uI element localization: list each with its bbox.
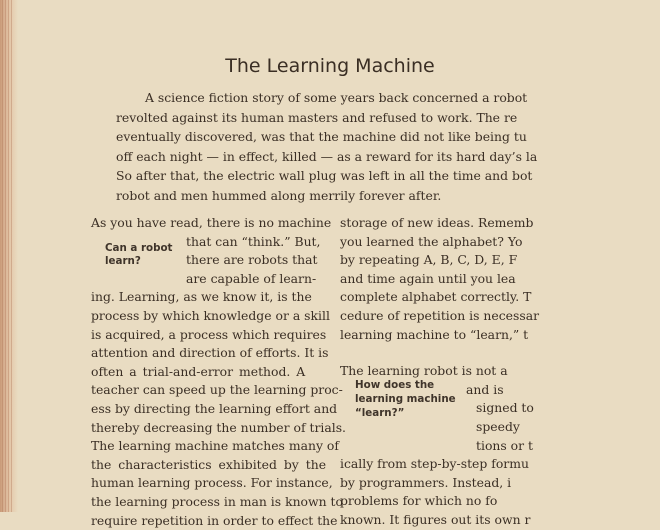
sidehead-can-a-robot-learn — [105, 242, 187, 268]
intro-paragraph — [116, 88, 537, 206]
body-line: known. It figures out its own r — [340, 511, 520, 530]
body-line: problems for which no fo — [340, 492, 520, 511]
body-line: human learning process. For instance, — [91, 474, 321, 493]
body-line: often a trial-and-error method. A — [91, 363, 321, 382]
body-line: by repeating A, B, C, D, E, F — [340, 251, 520, 270]
sidehead-line: How does the — [355, 378, 455, 392]
paragraph-gap — [340, 344, 520, 362]
body-line: you learned the alphabet? Yo — [340, 233, 520, 252]
body-line: teacher can speed up the learning proc- — [91, 381, 321, 400]
sidehead-line: “learn?” — [355, 406, 455, 420]
body-line: the characteristics exhibited by the — [91, 456, 321, 475]
intro-line: off each night — in effect, killed — as a reward for its hard day’s la — [116, 147, 537, 167]
sidehead-how-does-it-learn — [355, 378, 455, 420]
body-line: require repetition in order to effect the — [91, 512, 321, 530]
body-line: cedure of repetition is necessar — [340, 307, 520, 326]
body-line: ess by directing the learning effort and — [91, 400, 321, 419]
sidehead-line: Can a robot — [105, 242, 187, 255]
body-line: tions or t — [340, 437, 520, 456]
intro-line: A science fiction story of some years back concerned a robot — [116, 88, 537, 108]
sidehead-line: learning machine — [355, 392, 455, 406]
body-line: are capable of learn- — [91, 270, 321, 289]
body-line: there are robots that — [91, 251, 321, 270]
body-line: The learning robot is not a — [340, 362, 520, 381]
intro-line: So after that, the electric wall plug was left in all the time and bot — [116, 166, 537, 186]
body-line: complete alphabet correctly. T — [340, 288, 520, 307]
intro-line: revolted against its human masters and refused to work. The re — [116, 108, 537, 128]
sidehead-line: learn? — [105, 255, 187, 268]
body-line: As you have read, there is no machine — [91, 214, 321, 233]
body-line: speedy — [340, 418, 520, 437]
body-line: The learning machine matches many of — [91, 437, 321, 456]
body-line: storage of new ideas. Rememb — [340, 214, 520, 233]
body-line: ing. Learning, as we know it, is the — [91, 288, 321, 307]
body-line: process by which knowledge or a skill — [91, 307, 321, 326]
article-title: The Learning Machine — [0, 55, 660, 77]
body-line: is acquired, a process which requires — [91, 326, 321, 345]
intro-line: eventually discovered, was that the machine did not like being tu — [116, 127, 537, 147]
body-line: attention and direction of efforts. It is — [91, 344, 321, 363]
right-column — [340, 214, 520, 530]
body-line: signed to — [340, 399, 520, 418]
body-line: by programmers. Instead, i — [340, 474, 520, 493]
body-line: learning machine to “learn,” t — [340, 326, 520, 345]
body-line: thereby decreasing the number of trials. — [91, 419, 321, 438]
body-line: and time again until you lea — [340, 270, 520, 289]
body-line: and is — [340, 381, 520, 400]
body-line: the learning process in man is known to — [91, 493, 321, 512]
body-line: that can “think.” But, — [91, 233, 321, 252]
intro-line: robot and men hummed along merrily forever after. — [116, 186, 537, 206]
body-line: ically from step-by-step formu — [340, 455, 520, 474]
